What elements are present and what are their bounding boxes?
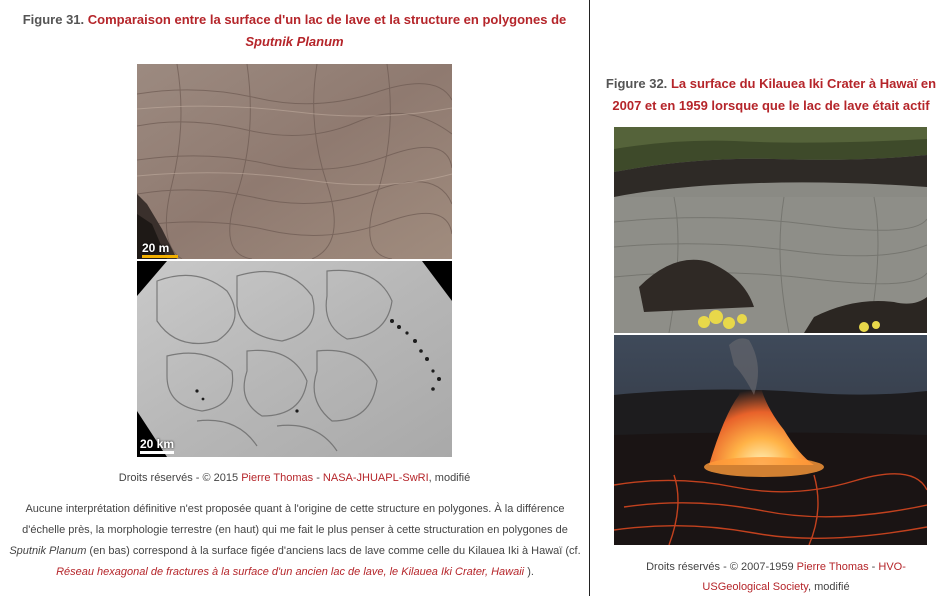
description-paragraph	[8, 499, 582, 583]
figure-32-credit: Droits réservés - © 2007-1959 Pierre Thomas - HVO-USGeological Society, modifié	[646, 561, 906, 593]
scale-label-bottom: 20 km	[140, 437, 174, 451]
scale-bar-top	[142, 255, 178, 258]
credit-source-link-31[interactable]: NASA-JHUAPL-SwRI	[322, 472, 429, 484]
paragraph-text-1: Aucune interprétation définitive n'est proposée quant à l'origine de cette structure en polygones. À la différence d'échelle près, la morphologie terrestre (en haut) qui me fait le plus penser à cette structuration en polygones de	[22, 503, 568, 536]
figure-31-number: Figure 31.	[22, 12, 85, 27]
lava-lake-photo	[137, 64, 452, 259]
figure-31-credit: Droits réservés - © 2015 Pierre Thomas - NASA-JHUAPL-SwRI, modifié	[118, 472, 471, 484]
sputnik-planum-photo	[137, 261, 452, 457]
kilauea-1959-photo	[614, 335, 927, 545]
figure-31-title-text: Comparaison entre la surface d'un lac de lave et la structure en polygones de	[87, 12, 567, 27]
figure-32-title	[598, 73, 944, 117]
paragraph-text-3: ).	[527, 566, 534, 578]
related-article-link[interactable]: Réseau hexagonal de fractures à la surface d'un ancien lac de lave, le Kilauea Iki Crater, Hawaii	[56, 566, 525, 578]
credit-source-link-32[interactable]: HVO-USGeological Society	[702, 561, 906, 593]
column-divider	[589, 0, 590, 596]
paragraph-text-2: (en bas) correspond à la surface figée d'anciens lacs de lave comme celle du Kilauea Iki à Hawaï (cf.	[89, 545, 581, 557]
scale-bar-bottom	[140, 451, 174, 454]
credit-author-link-31[interactable]: Pierre Thomas	[241, 472, 314, 484]
figure-31-title-italic: Sputnik Planum	[245, 34, 344, 49]
figure-32-title-text: La surface du Kilauea Iki Crater à Hawaï en 2007 et en 1959 lorsque que le lac de lave était actif	[612, 76, 937, 113]
kilauea-2007-photo	[614, 127, 927, 333]
credit-author-link-32[interactable]: Pierre Thomas	[796, 561, 869, 573]
figure-32-number: Figure 32.	[605, 76, 668, 91]
figure-31-title	[0, 9, 589, 53]
scale-label-top: 20 m	[142, 241, 169, 255]
paragraph-italic: Sputnik Planum	[9, 545, 87, 557]
